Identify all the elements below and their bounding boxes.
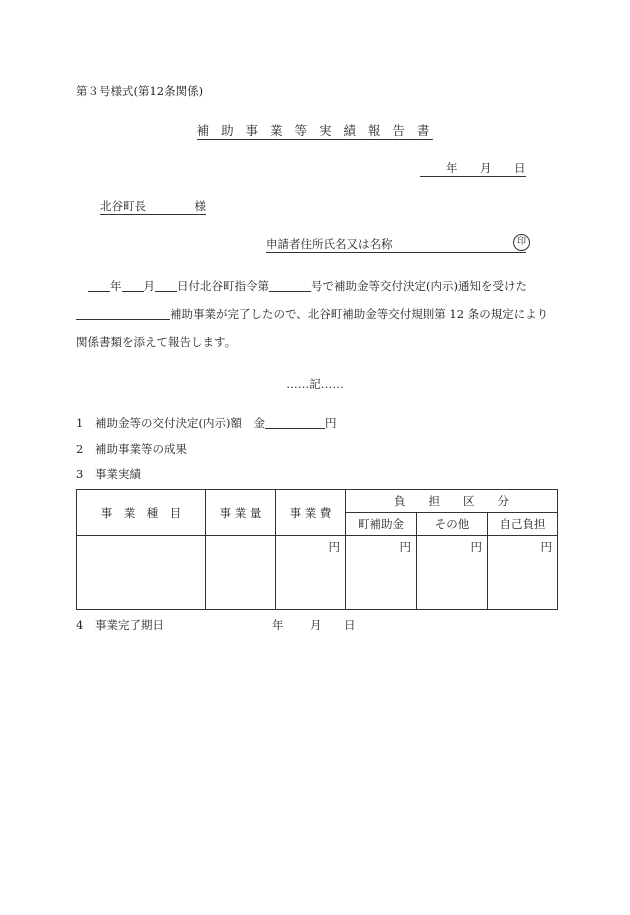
header-other: その他 (417, 513, 488, 536)
blank-amount (265, 415, 325, 429)
cell-quantity (206, 536, 276, 610)
page-title: 補 助 事 業 等 実 績 報 告 書 (196, 123, 434, 138)
body-line-1: 年 月 日付北谷町指令第 号で補助金等交付決定(内示)通知を受けた (88, 278, 527, 294)
header-town-subsidy: 町補助金 (346, 513, 417, 536)
blank-year (88, 278, 110, 292)
item-results: 2 補助事業等の成果 (76, 442, 187, 456)
addressee-honorific: 様 (194, 199, 206, 213)
header-cost: 事 業 費 (276, 490, 346, 536)
cell-project-type (77, 536, 206, 610)
addressee-town: 北谷町長 (100, 199, 146, 213)
header-quantity: 事 業 量 (206, 490, 276, 536)
blank-directive-number (269, 278, 311, 292)
body-line-3: 関係書類を添えて報告します。 (76, 335, 237, 349)
performance-table (76, 489, 558, 610)
blank-day (155, 278, 177, 292)
cell-town-subsidy: 円 (346, 536, 417, 610)
applicant-label: 申請者住所氏名又は名称 (266, 237, 393, 251)
seal-mark: 印 (513, 234, 530, 251)
date-month: 月 (480, 161, 492, 175)
body-line-2: 補助事業が完了したので、北谷町補助金等交付規則第 12 条の規定により (76, 306, 548, 322)
item-grant-amount: 1 補助金等の交付決定(内示)額 金 円 (76, 416, 337, 430)
applicant-field (266, 236, 526, 253)
ki-heading: ……記…… (286, 377, 344, 391)
cell-other: 円 (417, 536, 488, 610)
header-project-type: 事 業 種 目 (77, 490, 206, 536)
item-performance: 3 事業実績 (76, 467, 141, 481)
report-date (420, 160, 526, 177)
cell-cost: 円 (276, 536, 346, 610)
date-year: 年 (446, 161, 458, 175)
blank-project-name (76, 306, 170, 320)
cell-self-burden: 円 (488, 536, 558, 610)
date-day: 日 (514, 161, 526, 175)
form-number: 第３号様式(第12条関係) (76, 84, 204, 98)
addressee (100, 198, 206, 215)
header-self-burden: 自己負担 (488, 513, 558, 536)
item-completion-date: 4 事業完了期日 年 月 日 (76, 618, 356, 632)
blank-month (122, 278, 144, 292)
header-burden-division: 負 担 区 分 (346, 490, 558, 513)
